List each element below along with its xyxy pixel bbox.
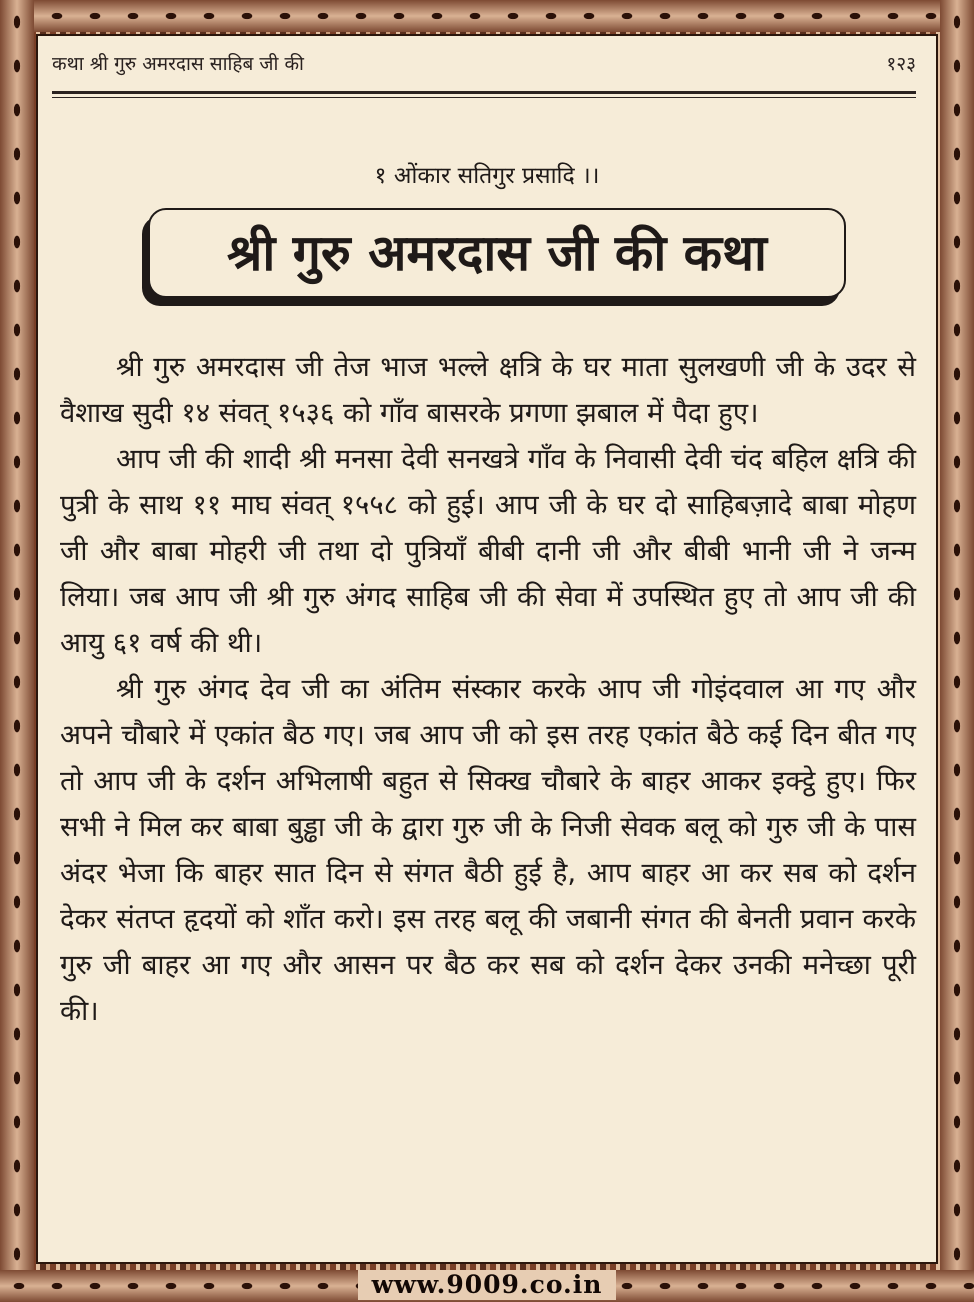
paragraph: आप जी की शादी श्री मनसा देवी सनखत्रे गाँव के निवासी देवी चंद बहिल क्षत्रि की पुत्री के साथ ११ माघ संवत् १५५८ को हुई। आप जी के घर दो साहिबज़ादे बाबा मोहण जी और बाबा मोहरी जी तथा दो पुत्रियाँ बीबी दानी जी और बीबी भानी जी ने जन्म लिया। जब आप जी श्री गुरु अंगद साहिब जी की सेवा में उपस्थित हुए तो आप जी की आयु ६१ वर्ष की थी। xyxy=(60,443,916,659)
running-title: कथा श्री गुरु अमरदास साहिब जी की xyxy=(52,53,304,75)
body-text xyxy=(60,344,916,1034)
header-rule-thick xyxy=(52,91,916,94)
chapter-title: श्री गुरु अमरदास जी की कथा xyxy=(148,208,846,298)
website-link[interactable]: www.9009.co.in xyxy=(358,1270,617,1300)
invocation-line: १ ओंकार सतिगुर प्रसादि ।। xyxy=(374,163,600,189)
footer xyxy=(0,1270,974,1300)
header-rule-thin xyxy=(52,97,916,98)
paragraph: श्री गुरु अंगद देव जी का अंतिम संस्कार करके आप जी गोइंदवाल आ गए और अपने चौबारे में एकांत बैठ गए। जब आप जी को इस तरह एकांत बैठे कई दिन बीत गए तो आप जी के दर्शन अभिलाषी बहुत से सिक्ख चौबारे के बाहर आकर इक्ट्ठे हुए। फिर सभी ने मिल कर बाबा बुड्ढा जी के द्वारा गुरु जी के निजी सेवक बलू को गुरु जी के पास अंदर भेजा कि बाहर सात दिन से संगत बैठी हुई है, आप बाहर आ कर सब को दर्शन देकर संतप्त हृदयों को शाँत करो। इस तरह बलू की जबानी संगत की बेनती प्रवान करके गुरु जी बाहर आ गए और आसन पर बैठ कर सब को दर्शन देकर उनकी मनेच्छा पूरी की। xyxy=(60,673,916,1027)
running-header xyxy=(52,50,916,80)
ornamental-border-top xyxy=(0,0,974,32)
paragraph: श्री गुरु अमरदास जी तेज भाज भल्ले क्षत्रि के घर माता सुलखणी जी के उदर से वैशाख सुदी १४ संवत् १५३६ को गाँव बासरके प्रगणा झबाल में पैदा हुए। xyxy=(60,351,916,429)
book-page xyxy=(36,34,938,1264)
page-number: १२३ xyxy=(886,53,916,75)
ornamental-border-right xyxy=(940,0,974,1302)
ornamental-border-left xyxy=(0,0,34,1302)
